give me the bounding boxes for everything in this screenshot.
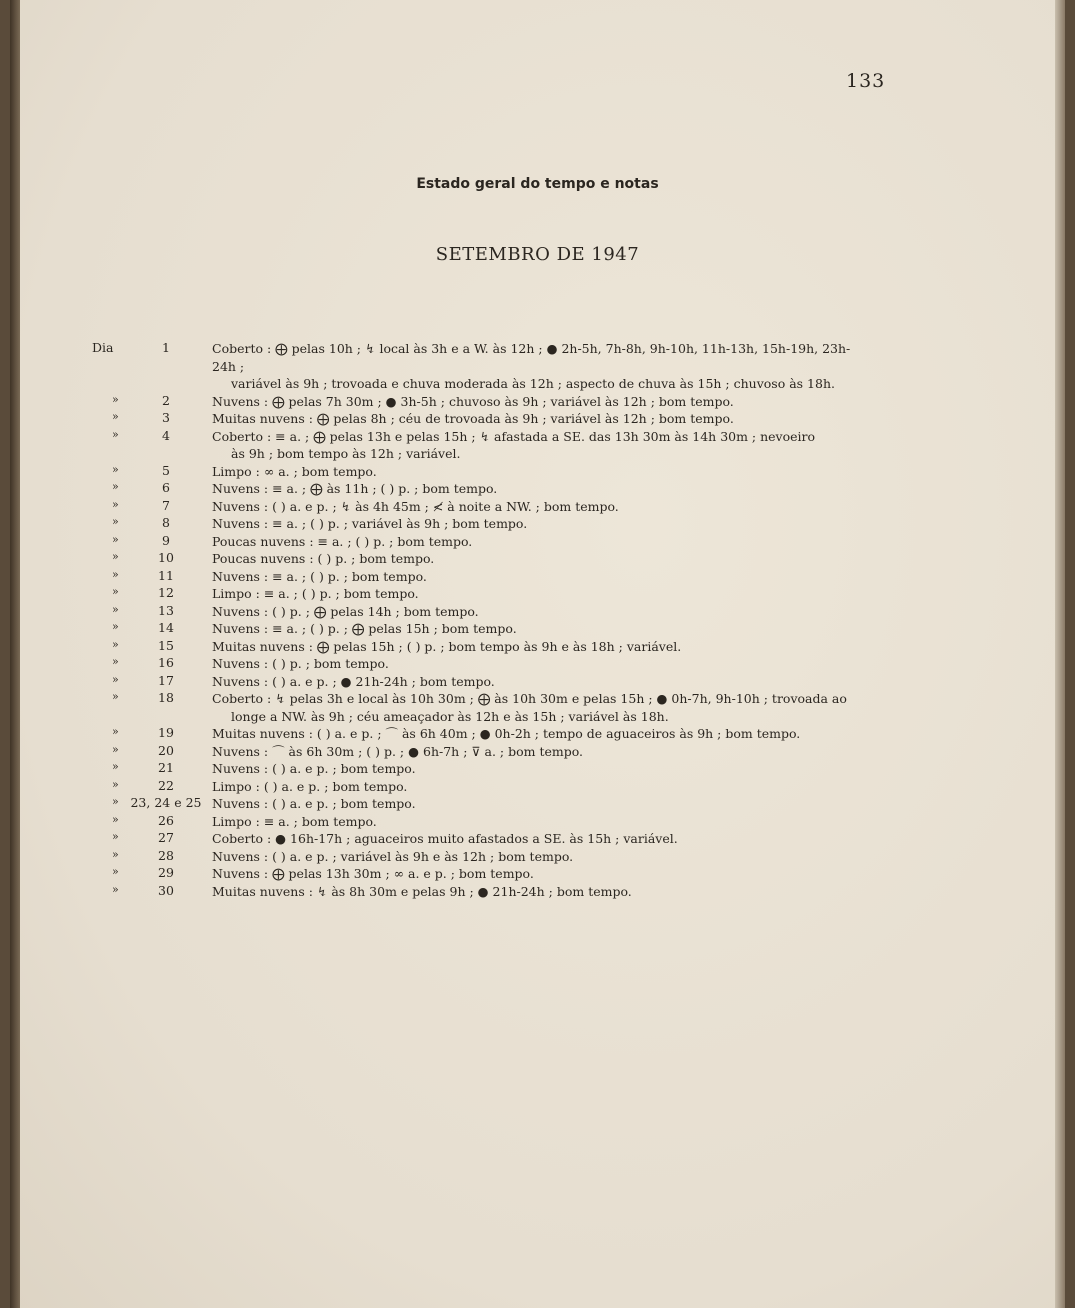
description-line: Poucas nuvens : ≡ a. ; ( ) p. ; bom tempo. (212, 533, 473, 549)
ditto-mark: » (112, 550, 119, 563)
ditto-mark: » (112, 515, 119, 528)
ditto-mark: » (112, 532, 119, 546)
weather-notes-table (10, 340, 1065, 900)
description-line: Muitas nuvens : ⨁ pelas 8h ; céu de trovoada às 9h ; variável às 12h ; bom tempo. (212, 411, 734, 426)
day-number: 9 (162, 532, 170, 548)
weather-description (212, 620, 872, 638)
table-row (10, 533, 1065, 551)
day-number: 13 (158, 602, 174, 618)
table-row (10, 498, 1065, 516)
book-page (10, 0, 1065, 1308)
weather-description (212, 865, 872, 883)
section-title (10, 176, 1065, 192)
table-row (10, 550, 1065, 568)
day-number: 3 (162, 410, 170, 425)
ditto-mark: » (112, 830, 119, 843)
day-number: 15 (158, 637, 174, 653)
ditto-mark: » (112, 882, 119, 896)
description-line: variável às 9h ; trovoada e chuva moderada às 12h ; aspecto de chuva às 15h ; chuvoso às 18h. (231, 376, 835, 391)
description-line: Muitas nuvens : ⨁ pelas 15h ; ( ) p. ; bom tempo às 9h e às 18h ; variável. (212, 638, 682, 654)
description-line: Nuvens : ( ) p. ; bom tempo. (212, 656, 389, 671)
weather-description (212, 638, 872, 656)
weather-description (212, 498, 872, 516)
day-number: 12 (158, 585, 174, 600)
description-line: Nuvens : ≡ a. ; ⨁ às 11h ; ( ) p. ; bom tempo. (212, 481, 498, 496)
page-number: 133 (846, 70, 886, 92)
ditto-mark: » (112, 392, 119, 406)
weather-description (212, 568, 872, 586)
day-number: 7 (162, 497, 170, 513)
ditto-mark: » (112, 812, 119, 826)
day-number: 19 (158, 725, 174, 740)
table-row (10, 603, 1065, 621)
description-line: Limpo : ≡ a. ; bom tempo. (212, 813, 377, 829)
description-line: Coberto : ↯ pelas 3h e local às 10h 30m ; ⨁ às 10h 30m e pelas 15h ; ● 0h-7h, 9h-10h ; trovoada ao (212, 691, 847, 706)
day-number: 27 (158, 830, 174, 845)
day-number: 2 (162, 392, 170, 408)
weather-description (212, 795, 872, 813)
day-number: 11 (158, 567, 174, 583)
day-number: 28 (158, 847, 174, 863)
description-line: às 9h ; bom tempo às 12h ; variável. (231, 446, 461, 461)
weather-description (212, 883, 872, 901)
table-row (10, 673, 1065, 691)
table-row (10, 778, 1065, 796)
description-line: Nuvens : ( ) a. e p. ; bom tempo. (212, 796, 416, 811)
ditto-mark: » (112, 725, 119, 738)
description-line: Nuvens : ≡ a. ; ( ) p. ; bom tempo. (212, 568, 427, 584)
table-row (10, 865, 1065, 883)
table-row (10, 410, 1065, 428)
table-row (10, 655, 1065, 673)
day-number: 10 (158, 550, 174, 565)
day-number: 14 (158, 620, 174, 635)
ditto-mark: » (112, 462, 119, 476)
description-line: Nuvens : ≡ a. ; ( ) p. ; variável às 9h ; bom tempo. (212, 516, 528, 531)
description-line: Nuvens : ⌒ às 6h 30m ; ( ) p. ; ● 6h-7h ; ⊽ a. ; bom tempo. (212, 743, 583, 759)
ditto-mark: » (112, 760, 119, 773)
weather-description (212, 533, 872, 551)
weather-description (212, 463, 872, 481)
table-row (10, 568, 1065, 586)
description-line: Nuvens : ( ) a. e p. ; ● 21h-24h ; bom tempo. (212, 673, 495, 689)
table-row (10, 620, 1065, 638)
ditto-mark: » (112, 585, 119, 598)
table-row (10, 515, 1065, 533)
description-line: Nuvens : ( ) p. ; ⨁ pelas 14h ; bom tempo. (212, 603, 479, 619)
column-dia-label: Dia (92, 340, 114, 355)
description-line: Nuvens : ⨁ pelas 13h 30m ; ∞ a. e p. ; bom tempo. (212, 866, 534, 881)
description-line: Muitas nuvens : ↯ às 8h 30m e pelas 9h ; ● 21h-24h ; bom tempo. (212, 883, 632, 899)
description-line: Limpo : ( ) a. e p. ; bom tempo. (212, 778, 408, 794)
description-line: Nuvens : ( ) a. e p. ; variável às 9h e às 12h ; bom tempo. (212, 848, 574, 864)
ditto-mark: » (112, 602, 119, 616)
ditto-mark: » (112, 427, 119, 441)
weather-description (212, 515, 872, 533)
day-number: 18 (158, 690, 174, 705)
ditto-mark: » (112, 690, 119, 703)
ditto-mark: » (112, 672, 119, 686)
ditto-mark: » (112, 480, 119, 493)
table-row (10, 760, 1065, 778)
weather-description (212, 673, 872, 691)
description-line: Poucas nuvens : ( ) p. ; bom tempo. (212, 551, 435, 566)
day-number: 4 (162, 427, 170, 443)
day-number: 23, 24 e 25 (130, 795, 202, 810)
weather-description (212, 428, 872, 463)
weather-description (212, 830, 872, 848)
table-row (10, 428, 1065, 463)
day-number: 5 (162, 462, 170, 478)
weather-description (212, 813, 872, 831)
weather-description (212, 743, 872, 761)
table-row (10, 848, 1065, 866)
weather-description (212, 603, 872, 621)
weather-description (212, 760, 872, 778)
ditto-mark: » (112, 865, 119, 878)
table-row (10, 463, 1065, 481)
ditto-mark: » (112, 742, 119, 756)
day-number: 1 (162, 340, 170, 355)
description-line: Muitas nuvens : ( ) a. e p. ; ⌒ às 6h 40m ; ● 0h-2h ; tempo de aguaceiros às 9h ; bom tempo. (212, 726, 801, 741)
ditto-mark: » (112, 410, 119, 423)
table-row (10, 743, 1065, 761)
section-title-text: Estado geral do tempo e notas (416, 176, 659, 192)
table-row (10, 883, 1065, 901)
ditto-mark: » (112, 620, 119, 633)
description-line: Nuvens : ≡ a. ; ( ) p. ; ⨁ pelas 15h ; bom tempo. (212, 621, 517, 636)
table-row (10, 638, 1065, 656)
table-row (10, 725, 1065, 743)
table-row (10, 340, 1065, 393)
description-line: Coberto : ⨁ pelas 10h ; ↯ local às 3h e a W. às 12h ; ● 2h-5h, 7h-8h, 9h-10h, 11h-13h, 15h-19h, 23h-24h ; (212, 341, 851, 374)
weather-description (212, 778, 872, 796)
ditto-mark: » (112, 847, 119, 861)
table-row (10, 813, 1065, 831)
ditto-mark: » (112, 795, 119, 808)
ditto-mark: » (112, 777, 119, 791)
description-line: longe a NW. às 9h ; céu ameaçador às 12h e às 15h ; variável às 18h. (231, 708, 669, 724)
day-number: 22 (158, 777, 174, 793)
day-number: 8 (162, 515, 170, 530)
table-row (10, 585, 1065, 603)
weather-description (212, 655, 872, 673)
weather-description (212, 410, 872, 428)
description-line: Coberto : ● 16h-17h ; aguaceiros muito afastados a SE. às 15h ; variável. (212, 831, 678, 846)
weather-description (212, 340, 872, 393)
weather-description (212, 480, 872, 498)
weather-description (212, 725, 872, 743)
table-row (10, 795, 1065, 813)
weather-description (212, 393, 872, 411)
day-number: 30 (158, 882, 174, 898)
day-number: 17 (158, 672, 174, 688)
table-row (10, 830, 1065, 848)
table-row (10, 690, 1065, 725)
day-number: 20 (158, 742, 174, 758)
day-number: 6 (162, 480, 170, 495)
description-line: Nuvens : ( ) a. e p. ; bom tempo. (212, 761, 416, 776)
day-number: 16 (158, 655, 174, 670)
ditto-mark: » (112, 637, 119, 651)
weather-description (212, 550, 872, 568)
day-number: 21 (158, 760, 174, 775)
weather-description (212, 690, 872, 725)
ditto-mark: » (112, 655, 119, 668)
ditto-mark: » (112, 567, 119, 581)
weather-description (212, 585, 872, 603)
description-line: Limpo : ≡ a. ; ( ) p. ; bom tempo. (212, 586, 419, 601)
description-line: Nuvens : ( ) a. e p. ; ↯ às 4h 45m ; ≮ à noite a NW. ; bom tempo. (212, 498, 619, 514)
day-number: 26 (158, 812, 174, 828)
weather-description (212, 848, 872, 866)
ditto-mark: » (112, 497, 119, 511)
table-row (10, 480, 1065, 498)
day-number: 29 (158, 865, 174, 880)
table-row (10, 393, 1065, 411)
month-heading: SETEMBRO DE 1947 (435, 244, 640, 265)
description-line: Limpo : ∞ a. ; bom tempo. (212, 463, 377, 479)
description-line: Coberto : ≡ a. ; ⨁ pelas 13h e pelas 15h ; ↯ afastada a SE. das 13h 30m às 14h 30m ; nevoeiro (212, 428, 816, 444)
description-line: Nuvens : ⨁ pelas 7h 30m ; ● 3h-5h ; chuvoso às 9h ; variável às 12h ; bom tempo. (212, 393, 734, 409)
